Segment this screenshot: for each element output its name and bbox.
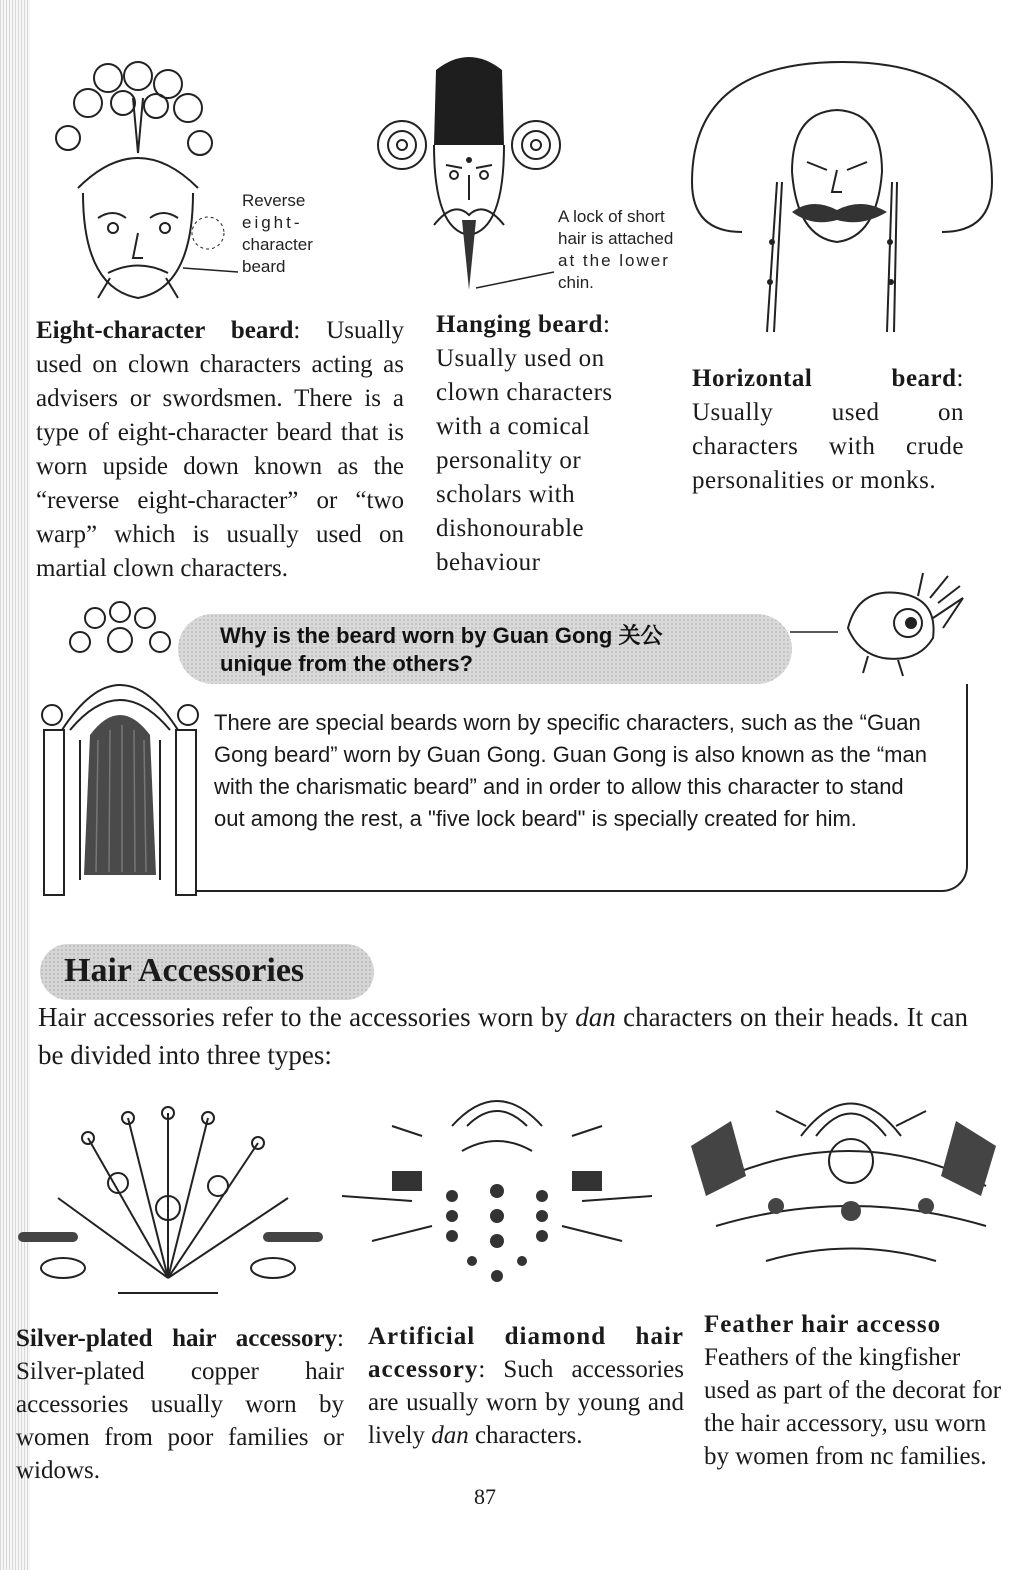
bubble-connector-line xyxy=(790,630,840,634)
artificial-diamond-title: Artificial diamond hair accessory xyxy=(368,1323,684,1383)
silver-plated-accessory-illustration xyxy=(18,1098,328,1318)
silver-plated-description: Silver-plated hair accessory: Silver-plated copper hair accessories usually worn by women from poor families or widows. xyxy=(16,1325,344,1484)
hanging-beard-title: Hanging beard xyxy=(436,311,603,338)
guan-gong-question-line2: unique from the others? xyxy=(220,651,473,676)
eight-character-beard-illustration xyxy=(38,58,218,308)
hanging-beard-caption: A lock of short hair is attached at the lower chin. xyxy=(558,207,674,292)
guan-gong-question-bubble xyxy=(178,614,792,684)
hair-accessories-heading-pill xyxy=(40,944,374,1000)
page-number: 87 xyxy=(474,1484,496,1509)
guan-gong-headdress-illustration xyxy=(40,600,200,900)
hanging-beard-illustration xyxy=(374,50,564,300)
silver-plated-title: Silver-plated hair accessory xyxy=(16,1325,338,1352)
feather-accessory-illustration xyxy=(686,1076,1001,1286)
guan-gong-answer-text: There are special beards worn by specific characters, such as the “Guan Gong beard” worn by Guan Gong. Guan Gong is also known as the “man with the charismatic beard” and in order to allow this character to stand out among the rest, a "five lock beard" is specially created for him. xyxy=(214,710,927,831)
horizontal-beard-title: Horizontal beard xyxy=(692,365,957,392)
mascot-dragon-icon xyxy=(838,568,968,678)
hair-accessories-intro: Hair accessories refer to the accessories worn by dan characters on their heads. It can be divided into three types: xyxy=(38,1002,969,1070)
guan-gong-question-line1: Why is the beard worn by Guan Gong 关公 xyxy=(220,623,663,648)
horizontal-beard-description: Horizontal beard: Usually used on characters with crude personalities or monks. xyxy=(692,365,964,494)
eight-beard-caption: Reverse eight- character beard xyxy=(242,191,313,276)
artificial-diamond-accessory-illustration xyxy=(332,1076,662,1316)
horizontal-beard-illustration xyxy=(682,62,1002,342)
eight-character-beard-title: Eight-character beard xyxy=(36,317,294,344)
feather-description: Feather hair accesso Feathers of the kingfisher used as part of the decorat for the hair accessory, usu worn by women from nc families. xyxy=(704,1311,1002,1470)
artificial-diamond-description: Artificial diamond hair accessory: Such accessories are usually worn by young and lively dan characters. xyxy=(368,1323,684,1449)
eight-character-beard-description: Eight-character beard: Usually used on clown characters acting as advisers or swordsmen. There is a type of eight-character beard that is worn upside down known as the “reverse eight-character” or “two warp” which is usually used on martial clown characters. xyxy=(36,317,404,582)
feather-title: Feather hair accesso xyxy=(704,1311,942,1338)
hanging-beard-description: Hanging beard: Usually used on clown characters with a comical personality or scholars with dishonourable behaviour xyxy=(436,311,613,576)
hair-accessories-heading: Hair Accessories xyxy=(64,952,305,989)
